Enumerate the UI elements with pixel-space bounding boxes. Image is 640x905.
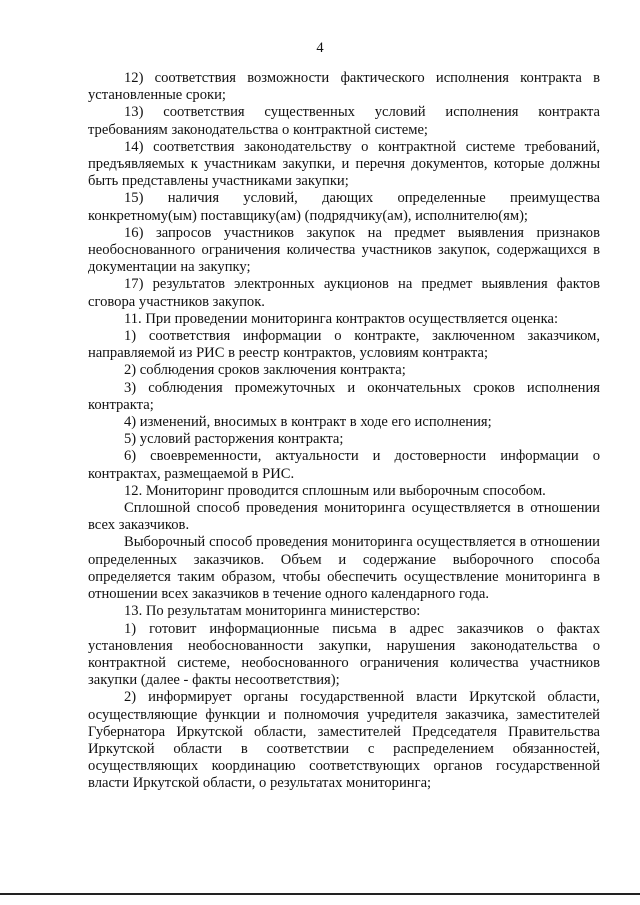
paragraph: 12) соответствия возможности фактического исполнения контракта в установленные сроки; bbox=[88, 70, 600, 104]
paragraph: Сплошной способ проведения мониторинга осуществляется в отношении всех заказчиков. bbox=[88, 500, 600, 534]
paragraph: 5) условий расторжения контракта; bbox=[124, 431, 344, 448]
paragraph: 2) соблюдения сроков заключения контракта; bbox=[124, 362, 406, 379]
paragraph: 2) информирует органы государственной власти Иркутской области, осуществляющие функции и полномочия учредителя заказчика, заместителей Губернатора Иркутской области, заместителей Председателя Правительства Иркутской области в соответствии с распределением обязанностей, осуществляющих координацию соответствующих органов государственной власти Иркутской области, о результатах мониторинга; bbox=[88, 689, 600, 792]
paragraph: 3) соблюдения промежуточных и окончательных сроков исполнения контракта; bbox=[88, 379, 600, 413]
page-number: 4 bbox=[316, 40, 324, 56]
bottom-border-line bbox=[0, 893, 640, 895]
paragraph: 13) соответствия существенных условий исполнения контракта требованиям законодательства о контрактной системе; bbox=[88, 104, 600, 138]
paragraph: 14) соответствия законодательству о контрактной системе требований, предъявляемых к участникам закупки, и перечня документов, которые должны быть представлены участниками закупки; bbox=[88, 138, 600, 190]
paragraph: 4) изменений, вносимых в контракт в ходе его исполнения; bbox=[124, 414, 492, 431]
paragraph: 11. При проведении мониторинга контрактов осуществляется оценка: bbox=[124, 310, 559, 327]
paragraph: Выборочный способ проведения мониторинга осуществляется в отношении определенных заказчиков. Объем и содержание выборочного способа определяется таким образом, чтобы обеспечить осуществление мониторинга в отношении всех заказчиков в течение одного календарного года. bbox=[88, 534, 600, 603]
paragraph: 1) соответствия информации о контракте, заключенном заказчиком, направляемой из РИС в реестр контрактов, условиям контракта; bbox=[88, 328, 600, 362]
paragraph: 16) запросов участников закупок на предмет выявления признаков необоснованного ограничения количества участников закупок, содержащихся в документации на закупку; bbox=[88, 224, 600, 276]
paragraph: 12. Мониторинг проводится сплошным или выборочным способом. bbox=[124, 482, 546, 499]
paragraph: 1) готовит информационные письма в адрес заказчиков о фактах установления необоснованности закупки, нарушения законодательства о контрактной системе, необоснованного ограничения количества участников закупки (далее - факты несоответствия); bbox=[88, 620, 600, 689]
paragraph: 6) своевременности, актуальности и достоверности информации о контрактах, размещаемой в РИС. bbox=[88, 448, 600, 482]
document-body bbox=[88, 70, 600, 793]
paragraph: 15) наличия условий, дающих определенные преимущества конкретному(ым) поставщику(ам) (подрядчику(ам), исполнителю(ям); bbox=[88, 190, 600, 224]
paragraph: 17) результатов электронных аукционов на предмет выявления фактов сговора участников закупок. bbox=[88, 276, 600, 310]
paragraph: 13. По результатам мониторинга министерство: bbox=[124, 603, 421, 620]
